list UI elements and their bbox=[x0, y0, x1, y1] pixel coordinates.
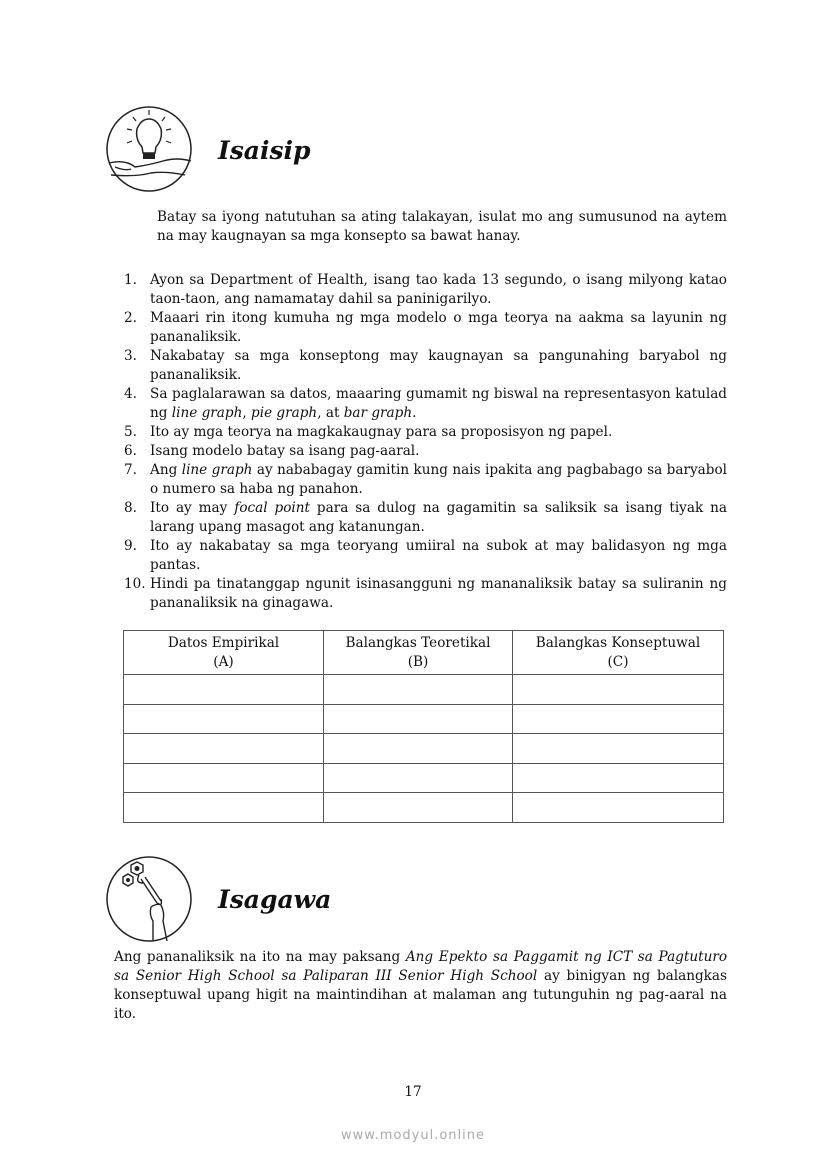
item-text-part: , bbox=[242, 405, 252, 421]
item-text-part: , at bbox=[317, 405, 344, 421]
answer-cell[interactable] bbox=[324, 763, 513, 793]
isaisip-title: Isaisip bbox=[218, 136, 311, 165]
item-text-part: ay nababagay gamitin kung nais ipakita ang pagbabago sa baryabol o numero sa haba ng panahon. bbox=[150, 462, 728, 497]
list-item bbox=[124, 575, 727, 613]
answer-cell[interactable] bbox=[513, 763, 724, 793]
item-text-part: Hindi pa tinatanggap ngunit isinasangguni ng mananaliksik batay sa suliranin ng pananaliksik na ginagawa. bbox=[150, 576, 727, 611]
item-text-part: Ito ay mga teorya na magkakaugnay para sa proposisyon ng papel. bbox=[150, 424, 613, 440]
page-number: 17 bbox=[404, 1084, 422, 1100]
answer-cell[interactable] bbox=[513, 675, 724, 705]
answer-cell[interactable] bbox=[513, 793, 724, 823]
item-text-part: Ito ay may bbox=[150, 500, 235, 516]
item-text bbox=[150, 575, 727, 613]
item-text-part: para sa dulog na gagamitin sa saliksik sa isang tiyak na larang upang masagot ang katanungan. bbox=[150, 500, 727, 535]
table-row bbox=[124, 704, 724, 734]
answer-cell[interactable] bbox=[124, 734, 324, 764]
list-item bbox=[124, 271, 727, 309]
answer-cell[interactable] bbox=[324, 675, 513, 705]
italic-term: pie graph bbox=[251, 405, 318, 421]
answer-cell[interactable] bbox=[124, 675, 324, 705]
list-item bbox=[124, 461, 727, 499]
header-balangkas-teoretikal: Balangkas Teoretikal (B) bbox=[324, 631, 513, 675]
item-text bbox=[150, 537, 727, 575]
item-text-part: Ayon sa Department of Health, isang tao kada 13 segundo, o isang milyong katao taon-taon, ang namamatay dahil sa paninigarilyo. bbox=[150, 272, 727, 307]
item-number: 4. bbox=[124, 386, 137, 402]
paragraph-text: Ang pananaliksik na ito na may paksang bbox=[114, 949, 406, 965]
item-text bbox=[150, 423, 727, 442]
item-number: 9. bbox=[124, 538, 137, 554]
item-number: 1. bbox=[124, 272, 137, 288]
isaisip-instructions: Batay sa iyong natutuhan sa ating talakayan, isulat mo ang sumusunod na aytem na may kaugnayan sa mga konsepto sa bawat hanay. bbox=[157, 209, 727, 244]
list-item bbox=[124, 385, 727, 423]
paragraph-text: ay binigyan ng balangkas konseptuwal upang higit na maintindihan at malaman ang tutunguhin ng pag-aaral na ito. bbox=[114, 968, 727, 1022]
wrench-hand-icon bbox=[105, 855, 193, 943]
item-number: 10. bbox=[124, 576, 146, 592]
header-datos-empirikal: Datos Empirikal (A) bbox=[124, 631, 324, 675]
italic-term: bar graph bbox=[343, 405, 413, 421]
isagawa-paragraph bbox=[114, 948, 727, 1024]
watermark: www.modyul.online bbox=[340, 1128, 486, 1143]
item-text bbox=[150, 442, 727, 461]
list-item bbox=[124, 423, 727, 442]
item-text bbox=[150, 461, 727, 499]
list-item bbox=[124, 309, 727, 347]
list-item bbox=[124, 442, 727, 461]
italic-term: focal point bbox=[234, 500, 310, 516]
answer-cell[interactable] bbox=[124, 704, 324, 734]
table-row bbox=[124, 763, 724, 793]
italic-term: line graph bbox=[181, 462, 253, 478]
lightbulb-hand-icon bbox=[105, 105, 193, 193]
header-balangkas-konseptuwal: Balangkas Konseptuwal (C) bbox=[513, 631, 724, 675]
answer-cell[interactable] bbox=[324, 704, 513, 734]
isaisip-item-list bbox=[124, 271, 727, 613]
answer-cell[interactable] bbox=[124, 763, 324, 793]
item-number: 2. bbox=[124, 310, 137, 326]
item-number: 8. bbox=[124, 500, 137, 516]
item-number: 5. bbox=[124, 424, 137, 440]
item-text bbox=[150, 347, 727, 385]
table-row bbox=[124, 734, 724, 764]
item-number: 3. bbox=[124, 348, 137, 364]
list-item bbox=[124, 499, 727, 537]
item-text bbox=[150, 499, 727, 537]
item-text-part: Ito ay nakabatay sa mga teoryang umiiral na subok at may balidasyon ng mga pantas. bbox=[150, 538, 727, 573]
item-number: 6. bbox=[124, 443, 137, 459]
item-text bbox=[150, 385, 727, 423]
item-text-part: Ang bbox=[150, 462, 182, 478]
isagawa-title: Isagawa bbox=[218, 885, 332, 914]
answer-cell[interactable] bbox=[513, 704, 724, 734]
item-text bbox=[150, 271, 727, 309]
italic-term: line graph bbox=[171, 405, 243, 421]
item-text-part: . bbox=[412, 405, 417, 421]
item-text-part: Isang modelo batay sa isang pag-aaral. bbox=[150, 443, 420, 459]
table-row bbox=[124, 793, 724, 823]
table-row bbox=[124, 675, 724, 705]
answer-cell[interactable] bbox=[124, 793, 324, 823]
item-text-part: Sa paglalarawan sa datos, maaaring gumamit ng biswal na representasyon katulad ng bbox=[150, 386, 727, 421]
answer-cell[interactable] bbox=[324, 793, 513, 823]
item-text-part: Maaari rin itong kumuha ng mga modelo o mga teorya na aakma sa layunin ng pananaliksik. bbox=[150, 310, 727, 345]
item-number: 7. bbox=[124, 462, 137, 478]
item-text bbox=[150, 309, 727, 347]
table-header-row bbox=[124, 631, 724, 675]
list-item bbox=[124, 347, 727, 385]
research-title: Ang Epekto sa Paggamit ng ICT sa Pagtuturo sa Senior High School sa Paliparan III Senior High School bbox=[114, 949, 728, 984]
item-text-part: Nakabatay sa mga konseptong may kaugnayan sa pangunahing baryabol ng pananaliksik. bbox=[150, 348, 727, 383]
answer-cell[interactable] bbox=[513, 734, 724, 764]
answer-table bbox=[123, 630, 724, 823]
list-item bbox=[124, 537, 727, 575]
answer-cell[interactable] bbox=[324, 734, 513, 764]
